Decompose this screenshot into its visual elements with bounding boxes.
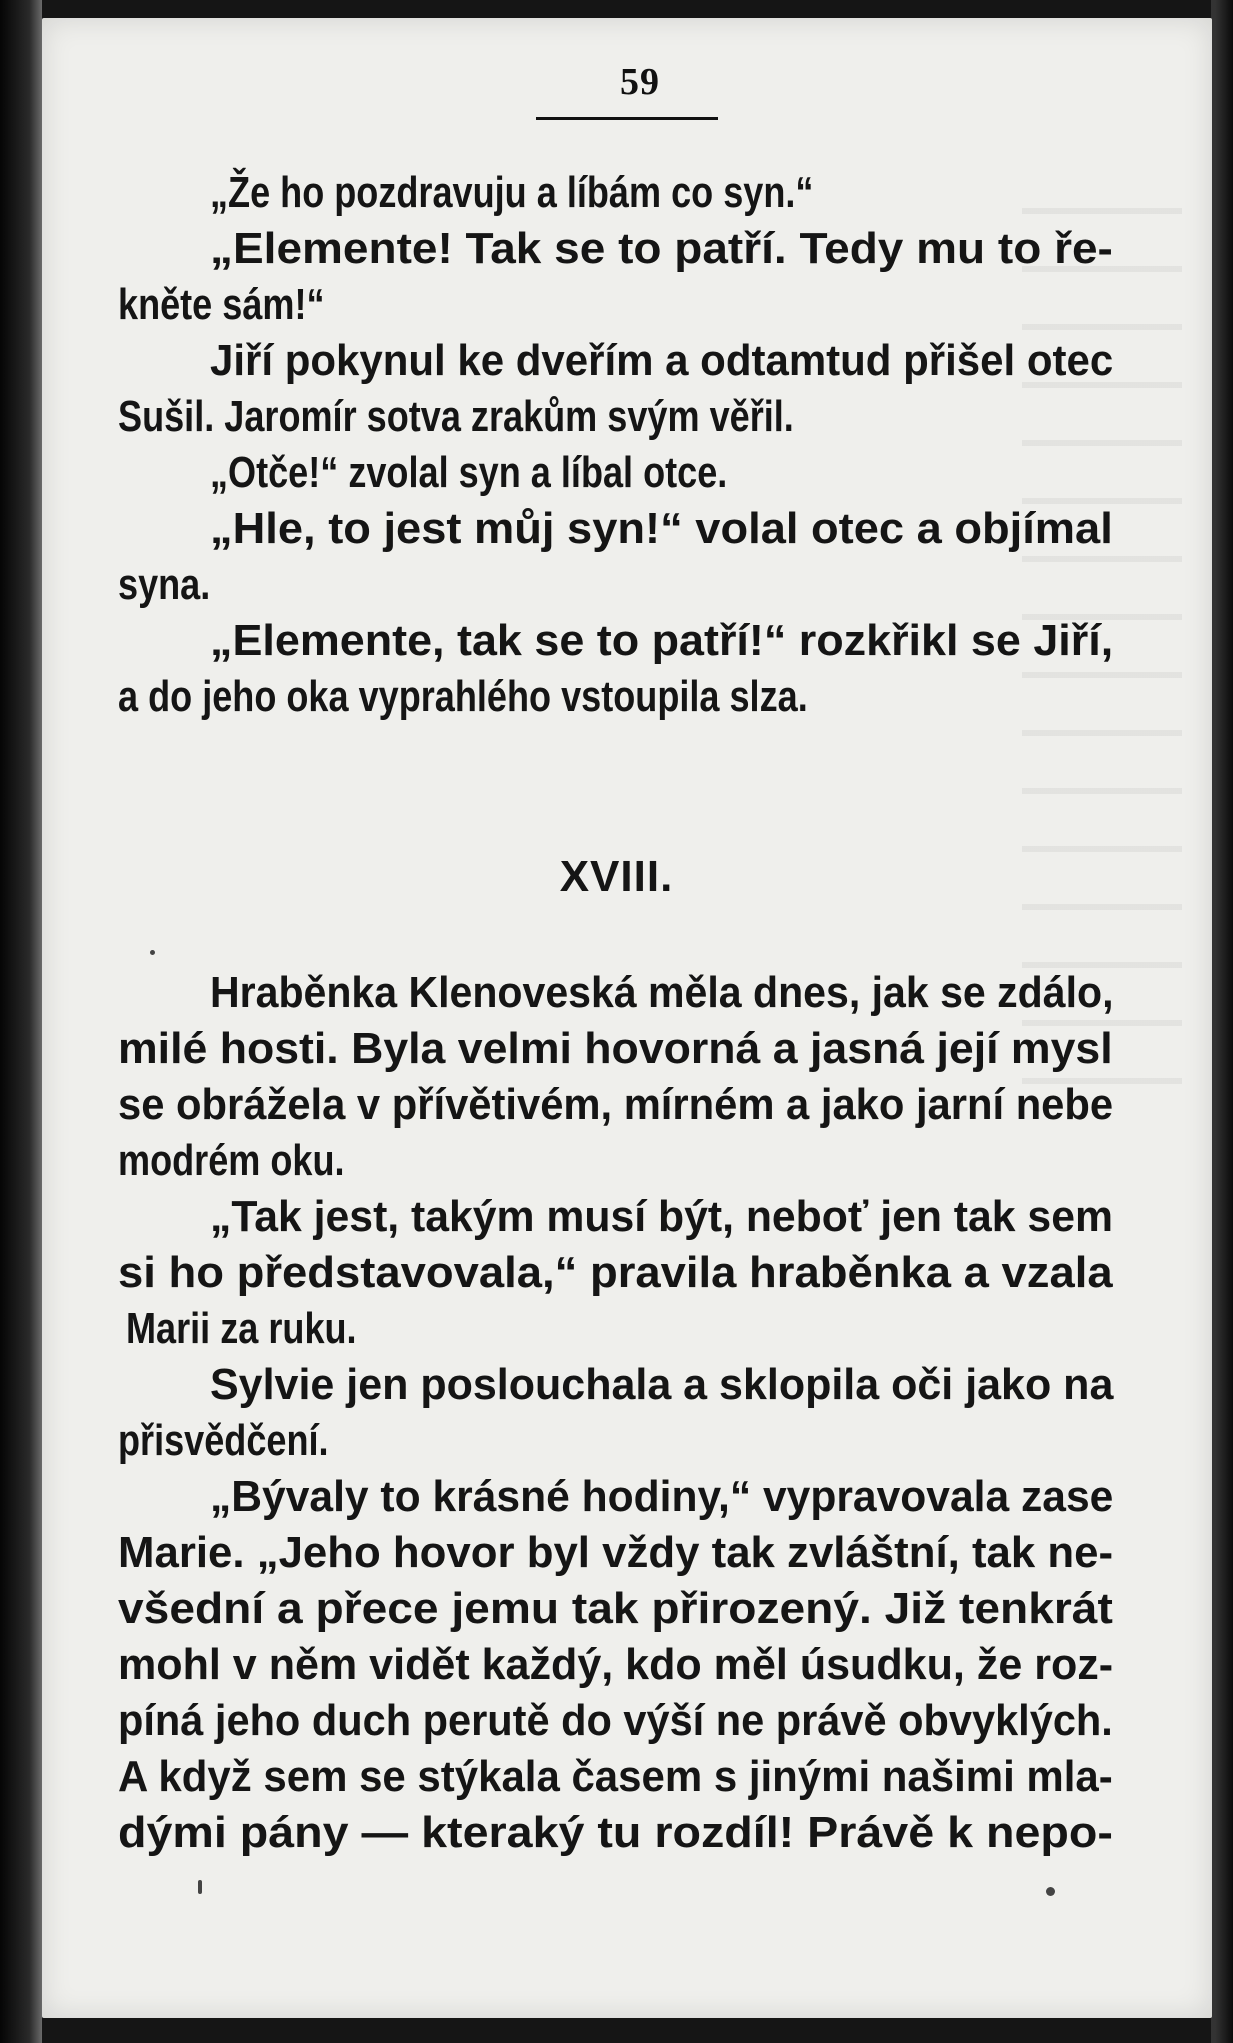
text-line: Marii za ruku.: [126, 1304, 357, 1353]
text-line: dými pány — kteraký tu rozdíl! Právě k nepo-: [118, 1808, 1113, 1857]
text-line: mohl v něm vidět každý, kdo měl úsudku, že roz-: [118, 1640, 1114, 1689]
scan-speck: [198, 1880, 202, 1894]
text-line: „Elemente! Tak se to patří. Tedy mu to ře-: [210, 224, 1113, 273]
text-line: přisvědčení.: [118, 1416, 329, 1465]
text-line: „Bývaly to krásné hodiny,“ vypravovala zase: [210, 1472, 1114, 1521]
text-line: „Elemente, tak se to patří!“ rozkřikl se Jiří,: [210, 616, 1114, 665]
text-line: se obrážela v přívětivém, mírném a jako jarní nebe: [118, 1080, 1114, 1129]
text-line: „Hle, to jest můj syn!“ volal otec a objímal: [210, 504, 1113, 553]
scan-speck: [150, 950, 155, 955]
page-number: 59: [620, 61, 660, 103]
text-line: Marie. „Jeho hovor byl vždy tak zvláštní, tak ne-: [118, 1528, 1114, 1577]
text-line: kněte sám!“: [118, 280, 325, 329]
text-line: milé hosti. Byla velmi hovorná a jasná její mysl: [118, 1024, 1113, 1073]
text-line: A když sem se stýkala časem s jinými našimi mla-: [118, 1752, 1113, 1801]
book-binding-edge: [0, 0, 42, 2043]
text-line: syna.: [118, 560, 211, 609]
text-line: píná jeho duch perutě do výší ne právě obvyklých.: [118, 1696, 1113, 1745]
text-line: všední a přece jemu tak přirozený. Již tenkrát: [118, 1584, 1113, 1633]
text-line: „Tak jest, takým musí být, neboť jen tak sem: [210, 1192, 1113, 1241]
text-line: a do jeho oka vyprahlého vstoupila slza.: [118, 672, 808, 721]
scan-speck: [1046, 1887, 1055, 1896]
page-number-rule: [536, 117, 718, 120]
chapter-heading: XVIII.: [559, 852, 674, 901]
text-line: Jiří pokynul ke dveřím a odtamtud přišel otec: [210, 336, 1114, 385]
text-line: „Že ho pozdravuju a líbám co syn.“: [210, 168, 814, 217]
text-line: „Otče!“ zvolal syn a líbal otce.: [210, 448, 728, 497]
text-line: Sušil. Jaromír sotva zrakům svým věřil.: [118, 392, 794, 441]
text-line: Hraběnka Klenoveská měla dnes, jak se zdálo,: [210, 968, 1114, 1017]
text-line: Sylvie jen poslouchala a sklopila oči jako na: [210, 1360, 1114, 1409]
text-line: modrém oku.: [118, 1136, 345, 1185]
scan-right-edge: [1211, 0, 1233, 2043]
text-line: si ho představovala,“ pravila hraběnka a vzala: [118, 1248, 1113, 1297]
